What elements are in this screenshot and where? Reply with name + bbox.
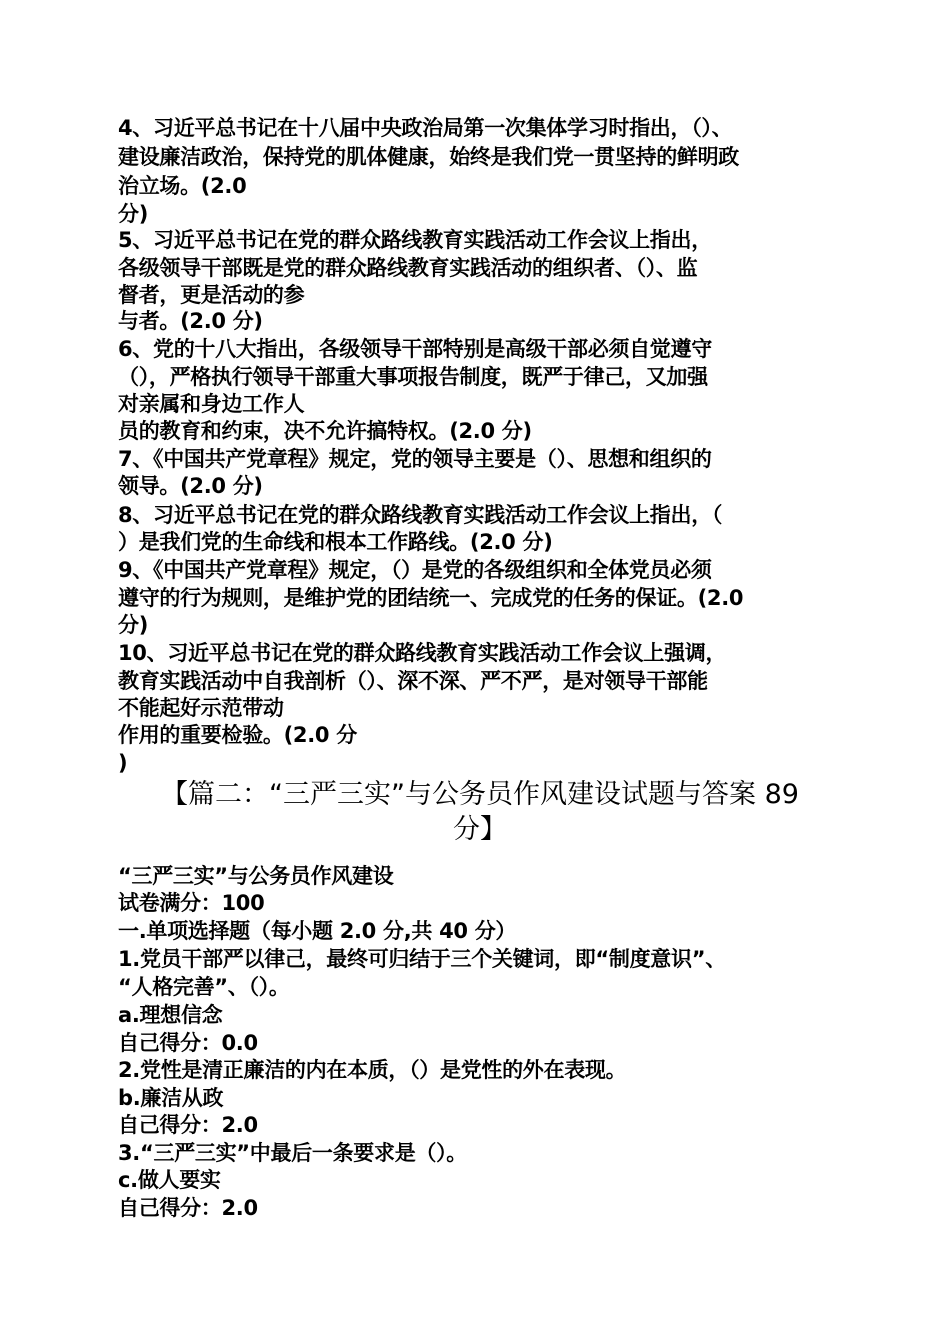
exam-full-score: 试卷满分：100 <box>118 891 265 915</box>
e1-answer: a.理想信念 <box>118 1003 223 1027</box>
q4-line-2: 建设廉洁政治，保持党的肌体健康，始终是我们党一贯坚持的鲜明政 <box>118 145 739 169</box>
q4-line-4: 分) <box>118 202 148 226</box>
e1-question-line-1: 1.党员干部严以律己，最终可归结于三个关键词，即“制度意识”、 <box>118 947 726 971</box>
q9-line-3: 分) <box>118 613 148 637</box>
q10-line-4: 作用的重要检验。(2.0 分 <box>118 723 357 747</box>
q10-line-2: 教育实践活动中自我剖析（）、深不深、严不严，是对领导干部能 <box>118 669 708 693</box>
q5-line-1: 5、习近平总书记在党的群众路线教育实践活动工作会议上指出， <box>118 228 712 252</box>
q4-line-1: 4、习近平总书记在十八届中央政治局第一次集体学习时指出，（）、 <box>118 116 733 140</box>
q9-line-1: 9、《中国共产党章程》规定，（）是党的各级组织和全体党员必须 <box>118 558 712 582</box>
section-heading-line-2: 分】 <box>453 814 507 845</box>
q7-line-1: 7、《中国共产党章程》规定，党的领导主要是（）、思想和组织的 <box>118 447 712 471</box>
e1-score: 自己得分：0.0 <box>118 1031 258 1055</box>
q10-line-5: ) <box>118 751 128 775</box>
q4-line-3: 治立场。(2.0 <box>118 174 247 198</box>
e1-question-line-2: “人格完善”、（）。 <box>118 975 290 999</box>
q5-line-3: 督者，更是活动的参 <box>118 283 305 307</box>
section-heading-line-1: 【篇二：“三严三实”与公务员作风建设试题与答案 89 <box>161 779 799 810</box>
q10-line-1: 10、习近平总书记在党的群众路线教育实践活动工作会议上强调， <box>118 641 727 665</box>
q8-line-2: ）是我们党的生命线和根本工作路线。(2.0 分) <box>118 530 553 554</box>
q5-line-4: 与者。(2.0 分) <box>118 309 263 333</box>
exam-title: “三严三实”与公务员作风建设 <box>118 864 394 888</box>
e3-answer: c.做人要实 <box>118 1168 221 1192</box>
q8-line-1: 8、习近平总书记在党的群众路线教育实践活动工作会议上指出，（ <box>118 503 723 527</box>
e3-question: 3.“三严三实”中最后一条要求是（）。 <box>118 1141 467 1165</box>
q9-line-2: 遵守的行为规则，是维护党的团结统一、完成党的任务的保证。(2.0 <box>118 586 744 610</box>
e2-score: 自己得分：2.0 <box>118 1113 258 1137</box>
q7-line-2: 领导。(2.0 分) <box>118 474 263 498</box>
q6-line-3: 对亲属和身边工作人 <box>118 392 305 416</box>
q10-line-3: 不能起好示范带动 <box>118 696 284 720</box>
e3-score: 自己得分：2.0 <box>118 1196 258 1220</box>
q5-line-2: 各级领导干部既是党的群众路线教育实践活动的组织者、（）、监 <box>118 256 698 280</box>
q6-line-2: （），严格执行领导干部重大事项报告制度，既严于律己，又加强 <box>118 365 708 389</box>
q6-line-1: 6、党的十八大指出，各级领导干部特别是高级干部必须自觉遵守 <box>118 337 712 361</box>
section-single-choice: 一.单项选择题（每小题 2.0 分,共 40 分） <box>118 919 517 943</box>
q6-line-4: 员的教育和约束，决不允许搞特权。(2.0 分) <box>118 419 532 443</box>
e2-question: 2.党性是清正廉洁的内在本质，（）是党性的外在表现。 <box>118 1058 627 1082</box>
e2-answer: b.廉洁从政 <box>118 1086 224 1110</box>
